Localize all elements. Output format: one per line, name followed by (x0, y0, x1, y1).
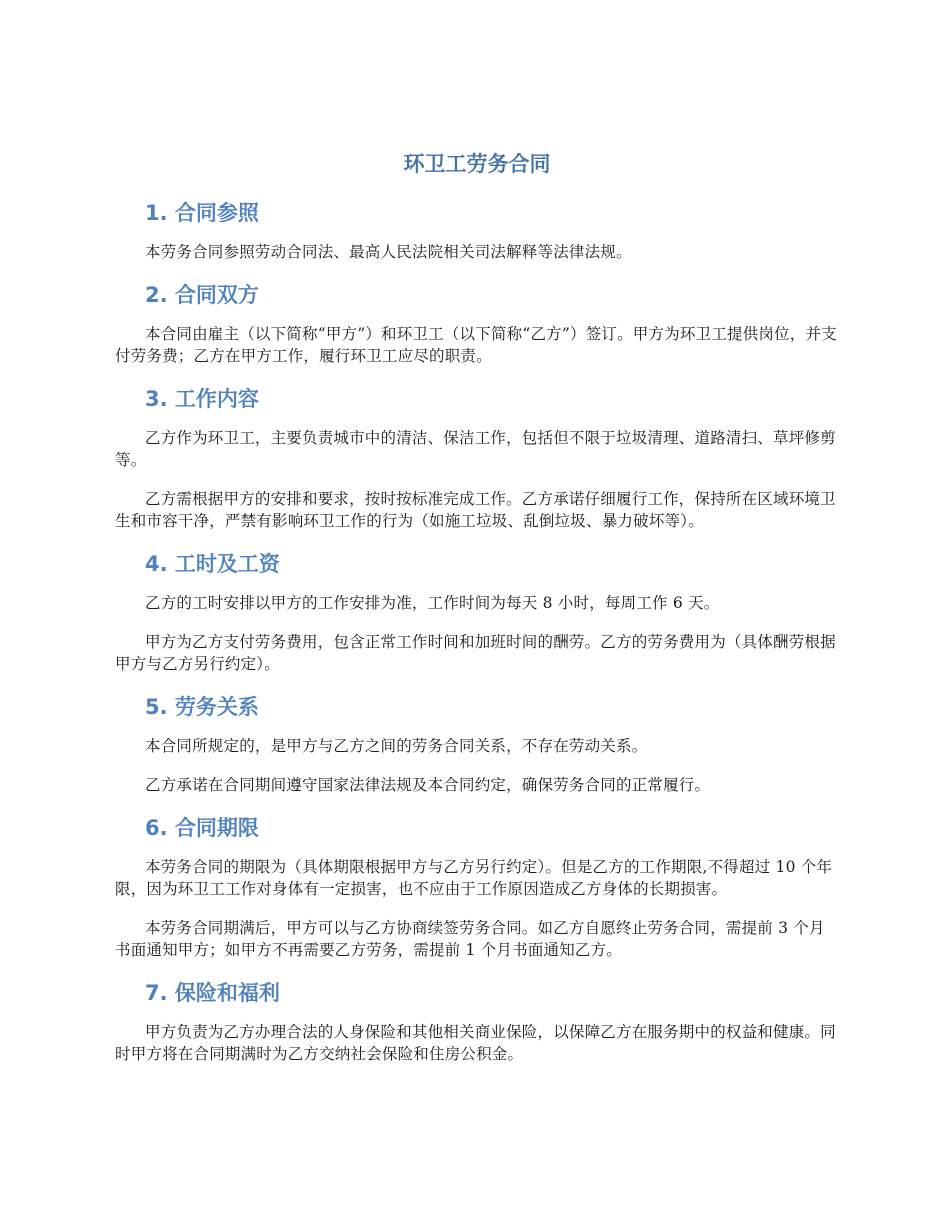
section-paragraph: 甲方负责为乙方办理合法的人身保险和其他相关商业保险，以保障乙方在服务期中的权益和健康。同时甲方将在合同期满时为乙方交纳社会保险和住房公积金。 (115, 1023, 836, 1063)
section-paragraph: 乙方作为环卫工，主要负责城市中的清洁、保洁工作，包括但不限于垃圾清理、道路清扫、草坪修剪等。 (115, 429, 836, 469)
section-paragraph: 乙方的工时安排以甲方的工作安排为准，工作时间为每天 8 小时，每周工作 6 天。 (145, 594, 720, 612)
document-title: 环卫工劳务合同 (403, 152, 551, 176)
section-paragraph: 乙方需根据甲方的安排和要求，按时按标准完成工作。乙方承诺仔细履行工作，保持所在区域环境卫生和市容干净，严禁有影响环卫工作的行为（如施工垃圾、乱倒垃圾、暴力破坏等）。 (115, 490, 836, 530)
section-insurance-and-benefits (115, 978, 839, 1065)
section-paragraph: 本合同由雇主（以下简称“甲方”）和环卫工（以下简称“乙方”）签订。甲方为环卫工提供岗位，并支付劳务费；乙方在甲方工作，履行环卫工应尽的职责。 (115, 325, 837, 365)
section-paragraph: 本劳务合同参照劳动合同法、最高人民法院相关司法解释等法律法规。 (145, 243, 632, 261)
section-paragraph: 乙方承诺在合同期间遵守国家法律法规及本合同约定，确保劳务合同的正常履行。 (145, 776, 711, 794)
section-heading: 5. 劳务关系 (145, 695, 259, 719)
section-heading: 7. 保险和福利 (145, 981, 280, 1005)
section-heading: 3. 工作内容 (145, 387, 259, 411)
document-page (115, 146, 839, 1082)
section-heading: 2. 合同双方 (145, 283, 259, 307)
section-hours-and-wages (115, 549, 839, 675)
section-contract-reference (115, 198, 839, 263)
section-heading: 6. 合同期限 (145, 816, 259, 840)
section-heading: 4. 工时及工资 (145, 552, 280, 576)
section-paragraph: 本劳务合同的期限为（具体期限根据甲方与乙方另行约定）。但是乙方的工作期限,不得超过 10 个年限，因为环卫工工作对身体有一定损害，也不应由于工作原因造成乙方身体的长期损害。 (115, 858, 833, 898)
section-paragraph: 本合同所规定的，是甲方与乙方之间的劳务合同关系，不存在劳动关系。 (145, 737, 648, 755)
section-contract-parties (115, 280, 839, 367)
section-labor-relationship (115, 692, 839, 796)
section-paragraph: 甲方为乙方支付劳务费用，包含正常工作时间和加班时间的酬劳。乙方的劳务费用为（具体酬劳根据甲方与乙方另行约定）。 (115, 633, 836, 673)
section-contract-term (115, 813, 839, 961)
section-heading: 1. 合同参照 (145, 201, 259, 225)
section-work-content (115, 384, 839, 532)
section-paragraph: 本劳务合同期满后，甲方可以与乙方协商续签劳务合同。如乙方自愿终止劳务合同，需提前 3 个月书面通知甲方；如甲方不再需要乙方劳务，需提前 1 个月书面通知乙方。 (115, 919, 825, 959)
